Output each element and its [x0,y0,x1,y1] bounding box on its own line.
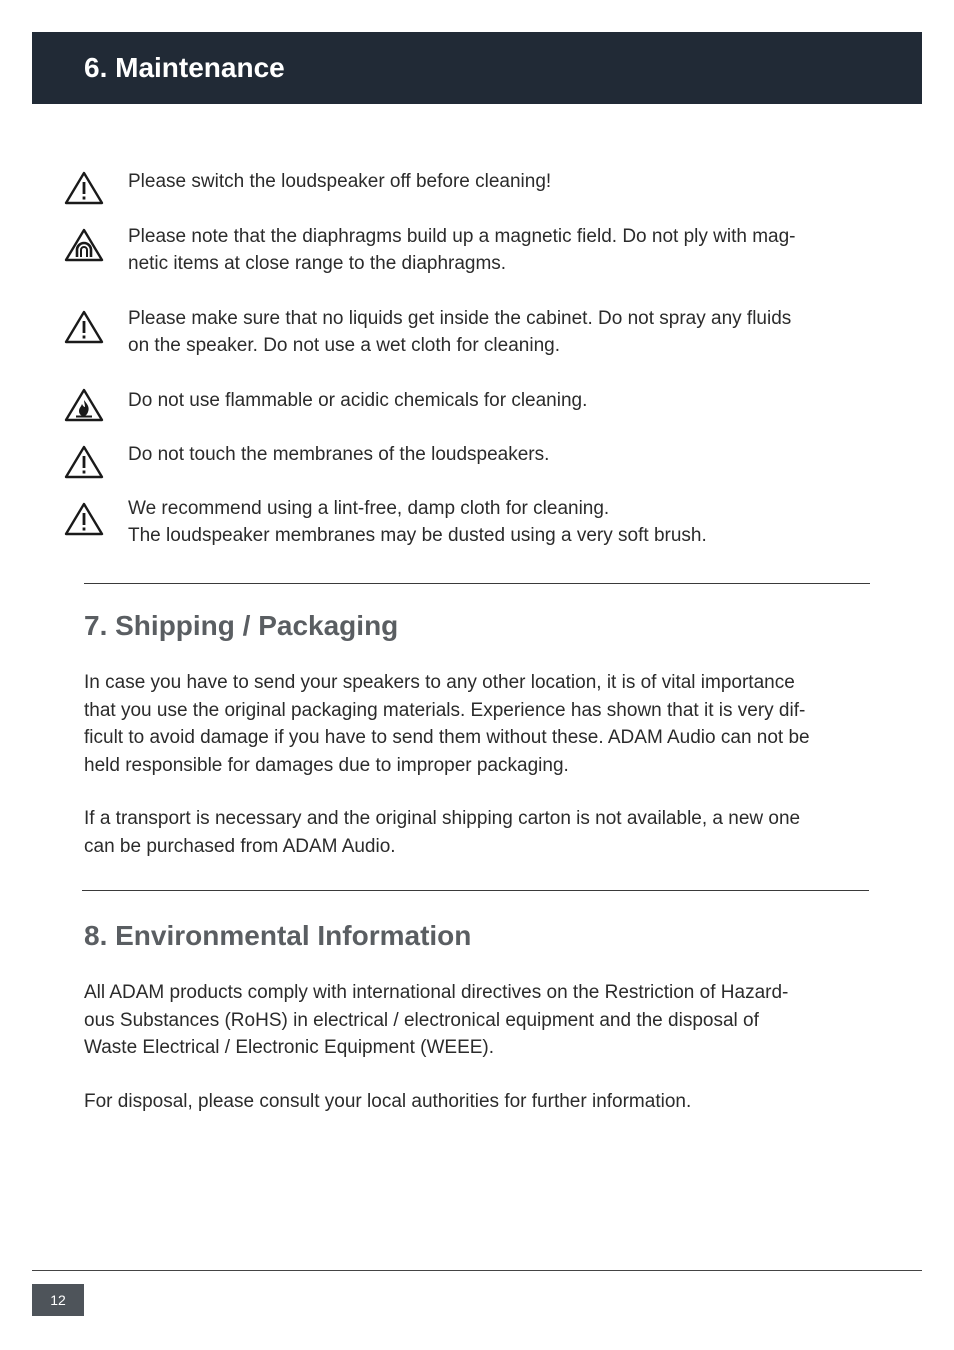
warning-triangle-icon [64,501,104,537]
shipping-heading: 7. Shipping / Packaging [84,610,399,641]
footer-rule [32,1270,922,1271]
environment-heading: 8. Environmental Information [84,920,472,951]
warning-triangle-icon [64,309,104,345]
shipping-paragraph: If a transport is necessary and the original shipping carton is not available, a new one can be purchased from ADAM Audio. [84,808,801,857]
magnetic-field-warning-icon [64,227,104,263]
shipping-paragraph: In case you have to send your speakers to any other location, it is of vital importance that you use the original packaging materials. Experience has shown that it is very dif- ficult to avoid damage if you have to send them without these. ADAM Audio can not be held responsible for damages due to improper packaging. [84,672,810,776]
maintenance-item-text: Do not touch the membranes of the loudspeakers. [128,444,550,465]
page-number-badge [32,1284,84,1316]
page-number: 12 [50,1292,66,1308]
flammable-warning-icon [64,387,104,423]
maintenance-item-text: Please make sure that no liquids get inside the cabinet. Do not spray any fluids on the speaker. Do not use a wet cloth for cleaning. [128,308,792,356]
page-title: 6. Maintenance [84,52,285,83]
section-header-bar [32,32,922,104]
maintenance-item-text: Do not use flammable or acidic chemicals for cleaning. [128,390,588,411]
warning-triangle-icon [64,444,104,480]
section-divider [82,890,869,891]
section-divider [84,583,870,584]
maintenance-item-text: Please switch the loudspeaker off before cleaning! [128,171,552,192]
warning-triangle-icon [64,170,104,206]
maintenance-item-text: We recommend using a lint-free, damp cloth for cleaning. The loudspeaker membranes may be dusted using a very soft brush. [128,498,707,546]
environment-paragraph: All ADAM products comply with international directives on the Restriction of Hazard- ous Substances (RoHS) in electrical / electronical equipment and the disposal of Waste Electrical / Electronic Equipment (WEEE). [84,982,789,1058]
maintenance-item-text: Please note that the diaphragms build up a magnetic field. Do not ply with mag- netic items at close range to the diaphragms. [128,226,796,274]
environment-paragraph: For disposal, please consult your local authorities for further information. [84,1091,692,1112]
